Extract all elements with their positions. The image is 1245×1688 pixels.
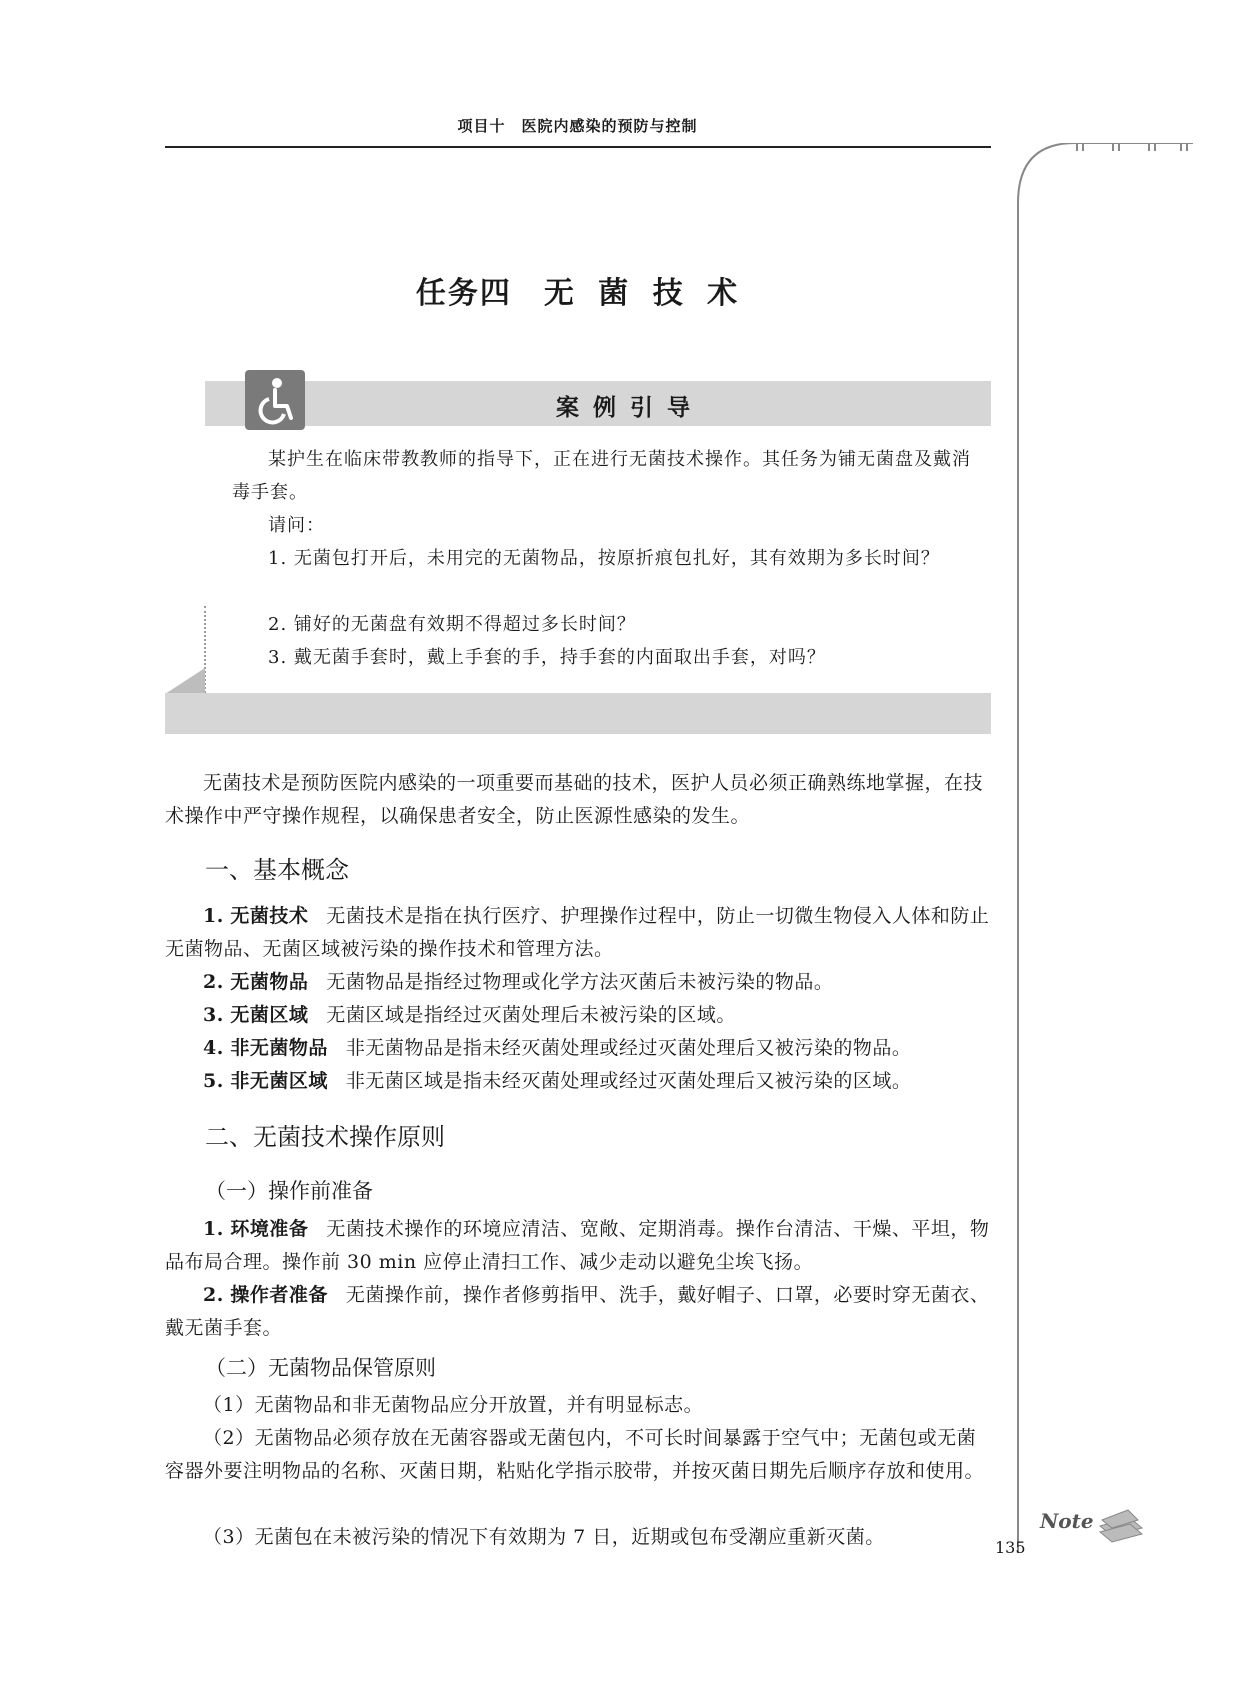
case-question-prompt: 请问： — [268, 515, 325, 536]
case-corner-decoration — [165, 668, 205, 694]
item-term: 无菌物品 — [230, 971, 309, 993]
item-text: 无菌物品是指经过物理或化学方法灭菌后未被污染的物品。 — [326, 971, 834, 993]
section2-heading: 二、无菌技术操作原则 — [205, 1123, 445, 1151]
margin-decoration — [1015, 143, 1195, 1553]
item-number: 1. — [203, 1218, 224, 1240]
item-number: 1. — [203, 905, 224, 927]
principle-item — [165, 1213, 991, 1279]
case-title: 案例引导 — [556, 394, 704, 421]
concept-item — [165, 1032, 991, 1065]
item-term: 无菌技术 — [230, 905, 309, 927]
note-logo — [1038, 1498, 1148, 1544]
concept-item — [165, 966, 991, 999]
storage-rule: （2）无菌物品必须存放在无菌容器或无菌包内，不可长时间暴露于空气中；无菌包或无菌容器外要注明物品的名称、灭菌日期，粘贴化学指示胶带，并按灭菌日期先后顺序存放和使用。 — [165, 1427, 985, 1482]
item-number: 2. — [203, 1284, 224, 1306]
item-term: 操作者准备 — [230, 1284, 328, 1306]
case-footer-bar — [165, 693, 991, 734]
item-term: 非无菌物品 — [230, 1037, 328, 1059]
item-term: 非无菌区域 — [230, 1070, 328, 1092]
header-rule — [165, 146, 991, 148]
section1-heading: 一、基本概念 — [205, 856, 349, 884]
svg-text:Note: Note — [1040, 1509, 1094, 1533]
running-header: 项目十 医院内感染的预防与控制 — [457, 117, 698, 135]
item-text: 无菌技术操作的环境应清洁、宽敞、定期消毒。操作台清洁、干燥、平坦，物品布局合理。操作前 30 min 应停止清扫工作、减少走动以避免尘埃飞扬。 — [165, 1218, 990, 1273]
item-number: 4. — [203, 1037, 224, 1059]
subsection1-heading: （一）操作前准备 — [205, 1179, 373, 1203]
case-question-1: 1. 无菌包打开后，未用完的无菌物品，按原折痕包扎好，其有效期为多长时间？ — [268, 548, 940, 569]
item-number: 2. — [203, 971, 224, 993]
task-title: 任务四 无 菌 技 术 — [415, 276, 740, 311]
item-text: 无菌区域是指经过灭菌处理后未被污染的区域。 — [326, 1004, 736, 1026]
principle-item — [165, 1279, 991, 1345]
storage-rule: （1）无菌物品和非无菌物品应分开放置，并有明显标志。 — [203, 1394, 704, 1416]
item-term: 环境准备 — [230, 1218, 309, 1240]
item-text: 非无菌物品是指未经灭菌处理或经过灭菌处理后又被污染的物品。 — [345, 1037, 912, 1059]
item-text: 非无菌区域是指未经灭菌处理或经过灭菌处理后又被污染的区域。 — [345, 1070, 912, 1092]
case-question-3: 3. 戴无菌手套时，戴上手套的手，持手套的内面取出手套，对吗？ — [268, 647, 826, 668]
concept-item — [165, 900, 991, 966]
item-number: 5. — [203, 1070, 224, 1092]
item-term: 无菌区域 — [230, 1004, 309, 1026]
storage-rule: （3）无菌包在未被污染的情况下有效期为 7 日，近期或包布受潮应重新灭菌。 — [203, 1526, 885, 1548]
concept-item — [165, 999, 991, 1032]
accessibility-wheelchair-icon — [245, 370, 305, 430]
item-text: 无菌技术是指在执行医疗、护理操作过程中，防止一切微生物侵入人体和防止无菌物品、无菌区域被污染的操作技术和管理方法。 — [165, 905, 990, 960]
intro-paragraph: 无菌技术是预防医院内感染的一项重要而基础的技术，医护人员必须正确熟练地掌握，在技术操作中严守操作规程，以确保患者安全，防止医源性感染的发生。 — [165, 772, 984, 827]
subsection2-heading: （二）无菌物品保管原则 — [205, 1356, 436, 1380]
item-text: 无菌操作前，操作者修剪指甲、洗手，戴好帽子、口罩，必要时穿无菌衣、戴无菌手套。 — [165, 1284, 990, 1339]
item-number: 3. — [203, 1004, 224, 1026]
concept-item — [165, 1065, 991, 1098]
case-question-2: 2. 铺好的无菌盘有效期不得超过多长时间？ — [268, 614, 636, 635]
case-paragraph: 某护生在临床带教教师的指导下，正在进行无菌技术操作。其任务为铺无菌盘及戴消毒手套。 — [232, 449, 971, 503]
page-number: 135 — [995, 1538, 1026, 1557]
